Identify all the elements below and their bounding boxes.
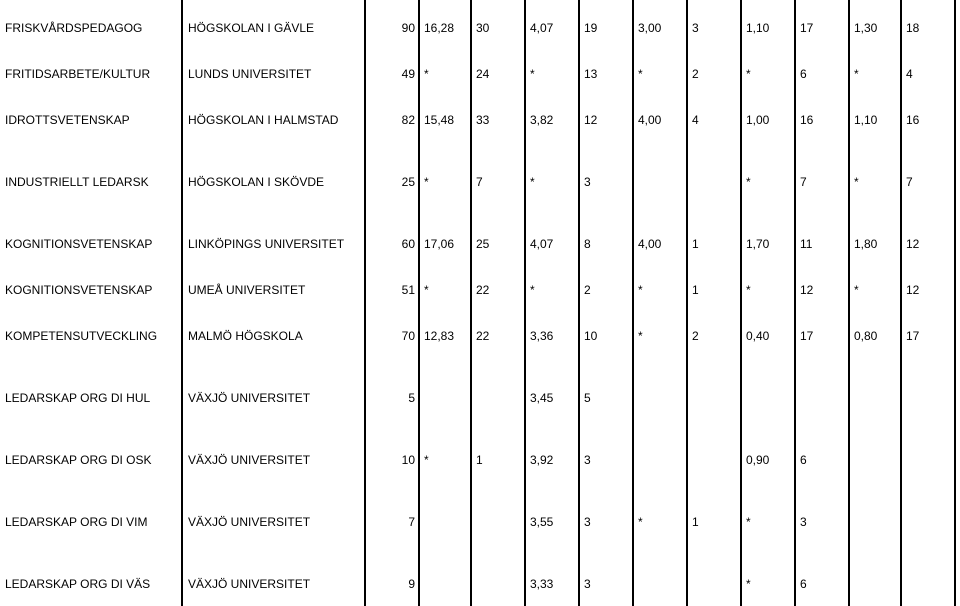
value-cell: 1,30 [854,21,878,35]
value-cell: 25 [476,237,490,251]
school-cell: UMEÅ UNIVERSITET [188,283,306,297]
school-cell: VÄXJÖ UNIVERSITET [188,515,311,529]
value-cell: 3 [692,21,699,35]
value-cell: 0,40 [746,329,770,343]
program-cell: KOGNITIONSVETENSKAP [5,283,153,297]
program-cell: KOMPETENSUTVECKLING [5,329,158,343]
value-cell: 16 [906,113,920,127]
value-cell: 22 [476,283,490,297]
value-cell: * [638,515,643,529]
value-cell: 3 [584,453,591,467]
value-cell: 3 [800,515,807,529]
value-cell [424,387,470,409]
value-cell: 17 [906,329,920,343]
program-cell: LEDARSKAP ORG DI VÄS [5,577,151,591]
value-cell: 1,10 [854,113,878,127]
value-cell: 9 [408,577,415,591]
value-cell: 70 [401,329,415,343]
value-cell: 1,80 [854,237,878,251]
value-cell: 1,00 [746,113,770,127]
value-cell: 4,07 [530,21,554,35]
value-cell: 51 [401,283,415,297]
value-cell [638,387,684,409]
value-cell: 5 [584,391,591,405]
value-cell [854,387,900,409]
value-cell: 3,82 [530,113,554,127]
value-cell [692,171,738,193]
value-cell: 60 [401,237,415,251]
value-cell: 1 [476,453,483,467]
value-cell: 0,90 [746,453,770,467]
table-row [0,279,960,301]
school-cell: MALMÖ HÖGSKOLA [188,329,303,343]
value-cell: 2 [584,283,591,297]
value-cell: 18 [906,21,920,35]
table-row [0,511,960,533]
value-cell: 6 [800,453,807,467]
value-cell [638,449,684,471]
value-cell: 2 [692,67,699,81]
table-row [0,325,960,347]
value-cell: * [746,175,751,189]
value-cell: 25 [401,175,415,189]
program-cell: IDROTTSVETENSKAP [5,113,130,127]
value-cell [692,449,738,471]
program-cell: LEDARSKAP ORG DI OSK [5,453,152,467]
value-cell [476,573,522,595]
table-row [0,449,960,471]
value-cell: 1 [692,237,699,251]
value-cell: * [638,283,643,297]
value-cell [692,387,738,409]
value-cell [476,511,522,533]
table-row [0,573,960,595]
value-cell [906,449,952,471]
value-cell: 3 [584,577,591,591]
school-cell: VÄXJÖ UNIVERSITET [188,577,311,591]
value-cell [424,511,470,533]
value-cell: 90 [401,21,415,35]
value-cell: 1,10 [746,21,770,35]
program-cell: INDUSTRIELLT LEDARSK [5,175,149,189]
value-cell: 7 [906,175,913,189]
value-cell: * [638,329,643,343]
value-cell: * [424,67,429,81]
value-cell: 17,06 [424,237,455,251]
value-cell: * [746,67,751,81]
value-cell: 3,00 [638,21,662,35]
value-cell [424,573,470,595]
program-cell: LEDARSKAP ORG DI VIM [5,515,148,529]
program-cell: FRITIDSARBETE/KULTUR [5,67,151,81]
value-cell [854,573,900,595]
value-cell: 22 [476,329,490,343]
value-cell: 12 [584,113,598,127]
value-cell: 4,07 [530,237,554,251]
value-cell: 4,00 [638,237,662,251]
value-cell: 8 [584,237,591,251]
value-cell: 0,80 [854,329,878,343]
table-row [0,109,960,131]
value-cell [906,387,952,409]
value-cell: * [530,67,535,81]
value-cell: 3 [584,515,591,529]
value-cell: 10 [584,329,598,343]
value-cell: 16,28 [424,21,455,35]
value-cell: 1,70 [746,237,770,251]
value-cell: 30 [476,21,490,35]
table-row [0,17,960,39]
value-cell: 3 [584,175,591,189]
value-cell: 3,33 [530,577,554,591]
value-cell: 3,92 [530,453,554,467]
value-cell: * [854,175,859,189]
value-cell: * [530,175,535,189]
value-cell: * [746,577,751,591]
table-row [0,171,960,193]
value-cell [638,171,684,193]
value-cell: 2 [692,329,699,343]
value-cell: 4 [692,113,699,127]
value-cell: 13 [584,67,598,81]
value-cell: 11 [800,237,813,251]
table-row [0,233,960,255]
value-cell: 19 [584,21,598,35]
value-cell: 6 [800,67,807,81]
value-cell: 12 [800,283,814,297]
value-cell [854,511,900,533]
program-cell: FRISKVÅRDSPEDAGOG [5,21,143,35]
school-cell: LUNDS UNIVERSITET [188,67,312,81]
value-cell: 16 [800,113,814,127]
value-cell: * [638,67,643,81]
value-cell: * [746,515,751,529]
program-cell: LEDARSKAP ORG DI HUL [5,391,151,405]
value-cell [906,573,952,595]
value-cell [906,511,952,533]
value-cell: 17 [800,329,814,343]
value-cell: 10 [401,453,415,467]
value-cell: 12 [906,237,920,251]
value-cell: * [854,283,859,297]
value-cell: 33 [476,113,490,127]
value-cell: * [424,453,429,467]
value-cell: 4,00 [638,113,662,127]
value-cell [746,387,792,409]
school-cell: HÖGSKOLAN I HALMSTAD [188,113,339,127]
value-cell: 1 [692,283,699,297]
value-cell: * [854,67,859,81]
value-cell [800,387,846,409]
value-cell [476,387,522,409]
value-cell [854,449,900,471]
school-cell: VÄXJÖ UNIVERSITET [188,453,311,467]
value-cell [692,573,738,595]
school-cell: HÖGSKOLAN I SKÖVDE [188,175,325,189]
value-cell: * [746,283,751,297]
value-cell: 15,48 [424,113,455,127]
school-cell: VÄXJÖ UNIVERSITET [188,391,311,405]
value-cell: 4 [906,67,913,81]
program-cell: KOGNITIONSVETENSKAP [5,237,153,251]
value-cell: 82 [401,113,415,127]
value-cell: 3,45 [530,391,554,405]
table-row [0,387,960,409]
value-cell: 49 [401,67,415,81]
school-cell: HÖGSKOLAN I GÄVLE [188,21,315,35]
value-cell: 7 [800,175,807,189]
value-cell: 1 [692,515,699,529]
value-cell: * [530,283,535,297]
value-cell: 7 [476,175,483,189]
value-cell: 7 [408,515,415,529]
value-cell: 5 [408,391,415,405]
value-cell: 17 [800,21,814,35]
value-cell: * [424,175,429,189]
value-cell: 3,55 [530,515,554,529]
table-row [0,63,960,85]
value-cell: 6 [800,577,807,591]
value-cell [638,573,684,595]
value-cell: 24 [476,67,490,81]
value-cell: 12 [906,283,920,297]
value-cell: 12,83 [424,329,455,343]
school-cell: LINKÖPINGS UNIVERSITET [188,237,345,251]
value-cell: * [424,283,429,297]
value-cell: 3,36 [530,329,554,343]
